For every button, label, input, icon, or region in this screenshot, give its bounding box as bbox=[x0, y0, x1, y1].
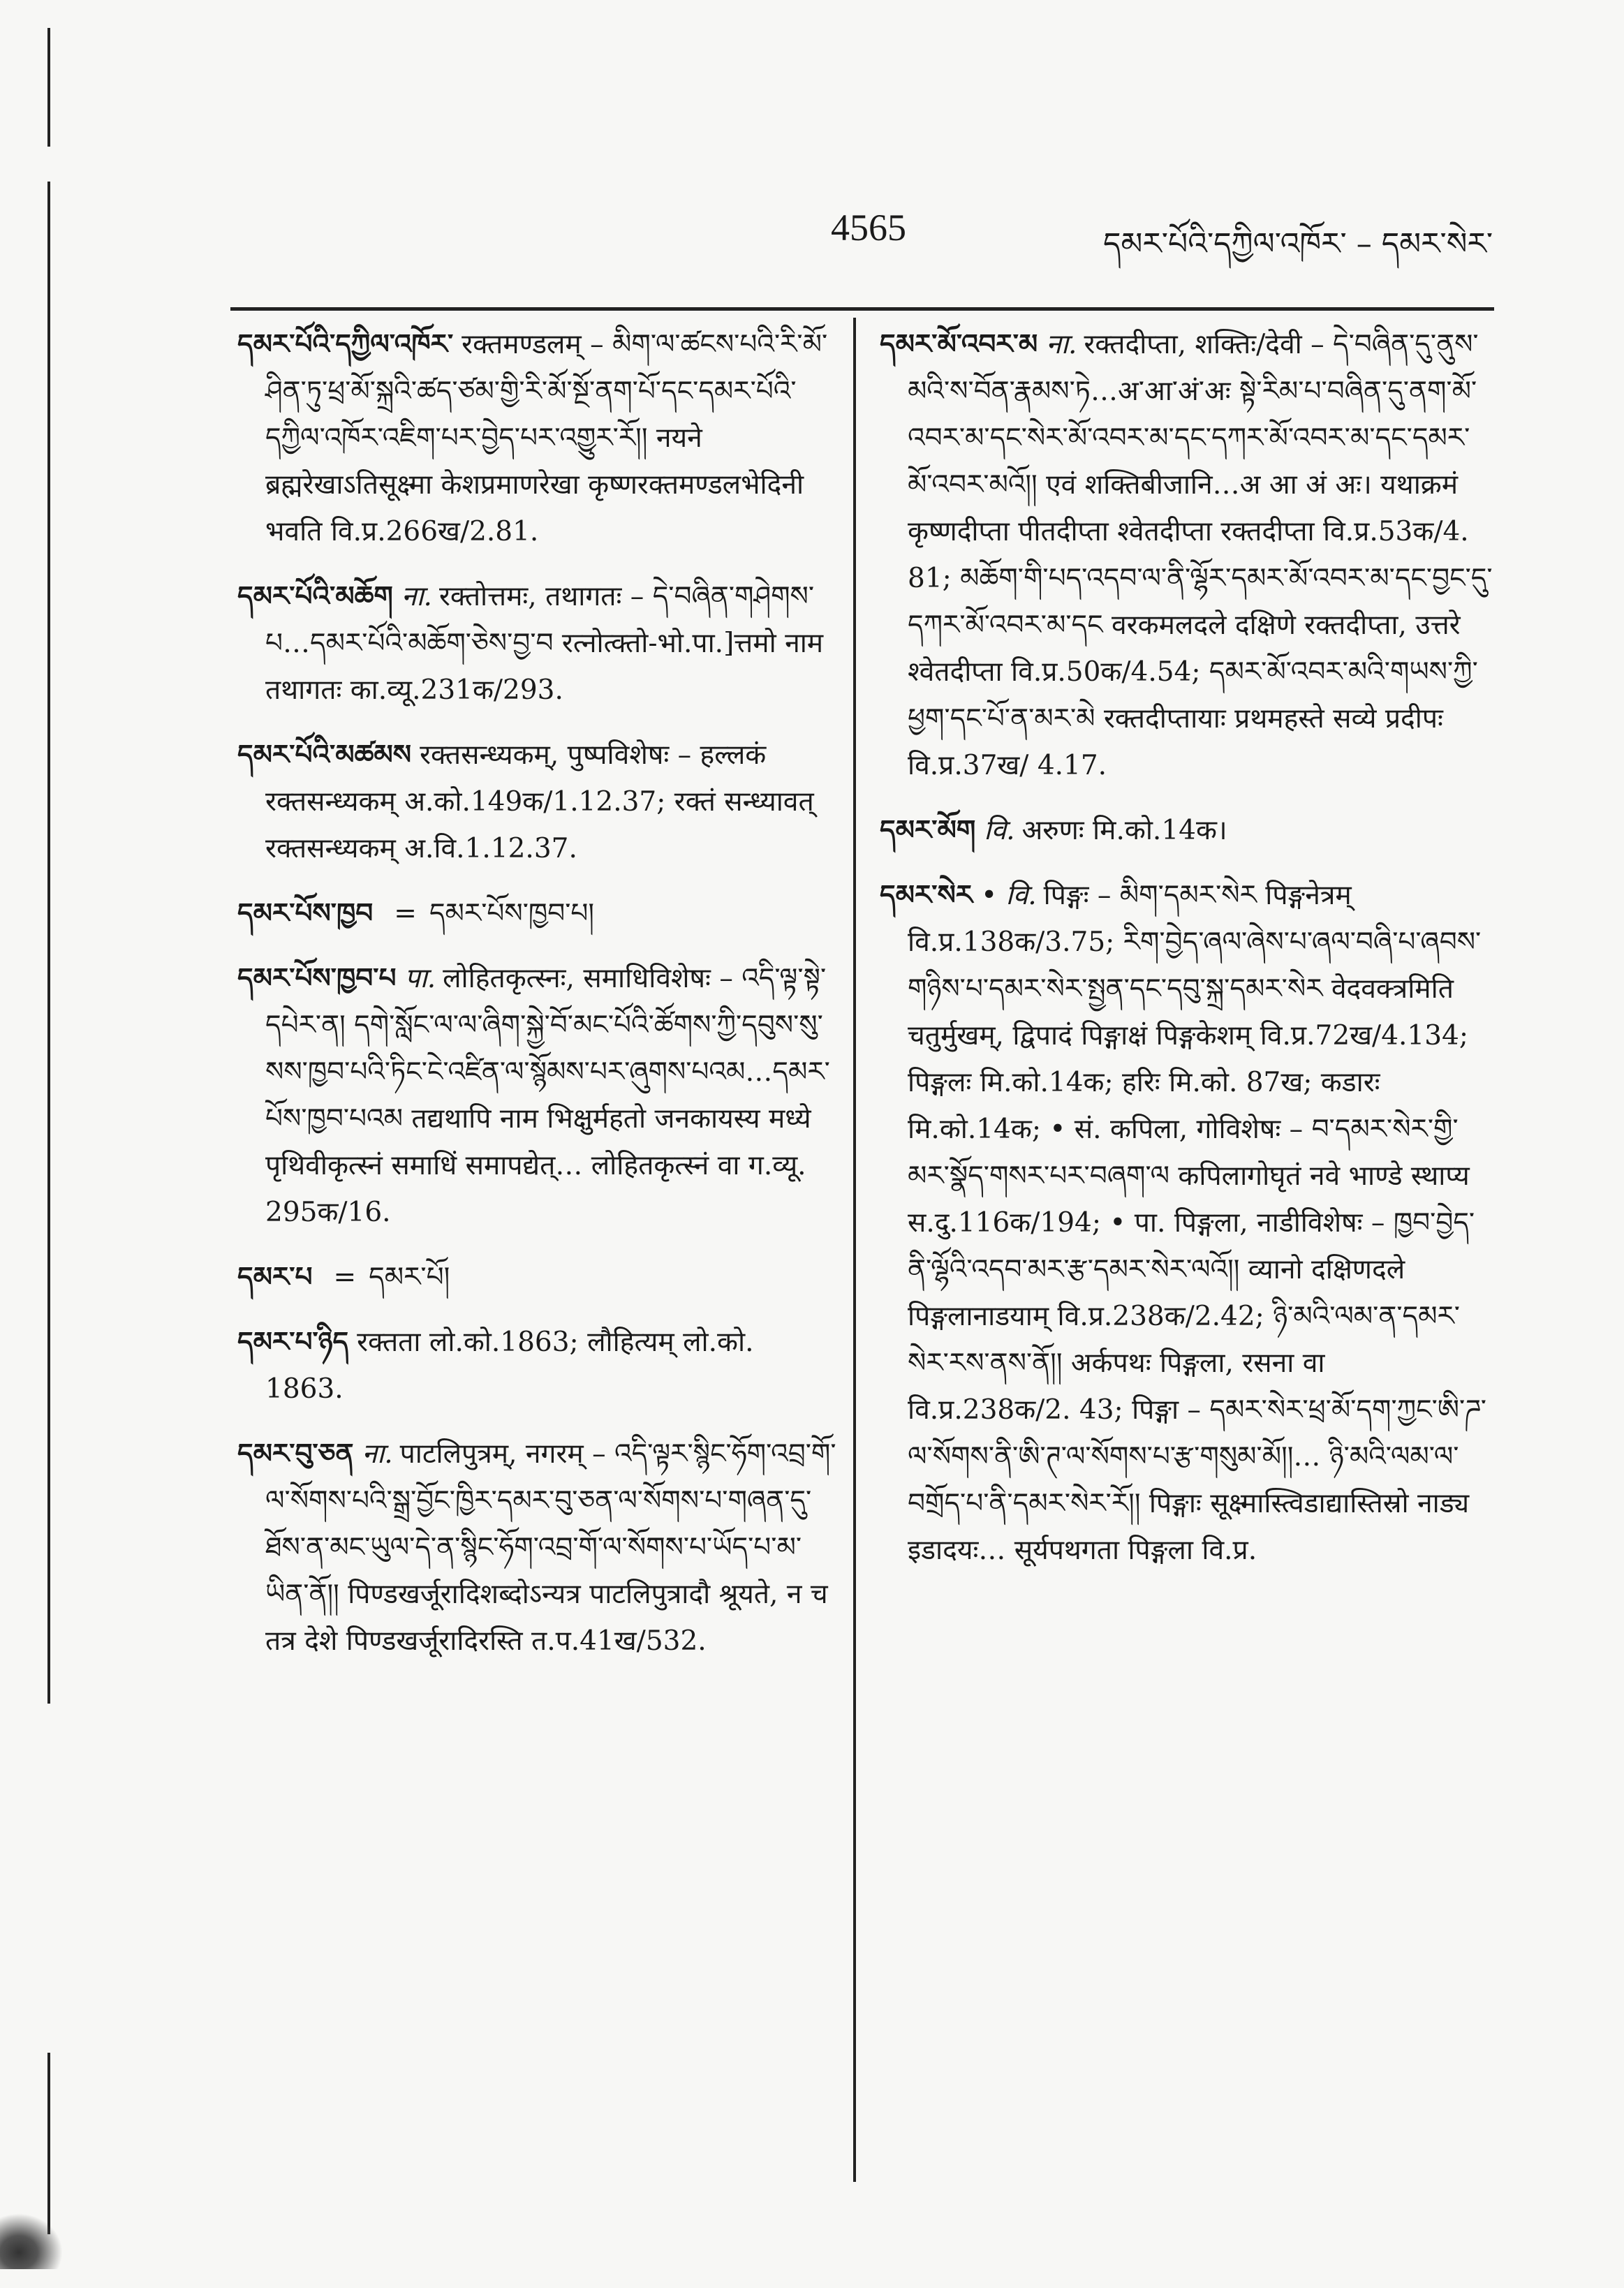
entry-grammar-label: ना. bbox=[362, 1438, 393, 1470]
dictionary-entry bbox=[880, 807, 1494, 854]
page-number: 4565 bbox=[831, 207, 906, 249]
entry-definition: अरुणः मि.को.14क। bbox=[1021, 815, 1227, 846]
entry-headword: དམར་སེར bbox=[880, 879, 973, 911]
entry-headword: དམར་པ bbox=[237, 1261, 313, 1293]
entry-grammar-label: वि. bbox=[984, 815, 1015, 846]
entry-headword: དམར་པོས་ཁྱབ bbox=[237, 897, 374, 929]
dictionary-entry bbox=[237, 955, 838, 1236]
entry-definition: रक्तसन्ध्यकम्, पुष्पविशेषः – हल्लकं रक्तसन्ध्यकम् अ.को.149क/1.12.37; रक्तं सन्ध्यावत् रक्तसन्ध्यकम् अ.वि.1.12.37. bbox=[265, 739, 814, 864]
dictionary-entry bbox=[237, 321, 838, 555]
entry-definition: पिङ्गः – མིག་དམར་སེར पिङ्गनेत्रम् वि.प्र.138क/3.75; རིག་བྱེད་ཞལ་ཞེས་པ་ཞལ་བཞི་པ་ཞབས་གཉིས་པ་དམར་སེར་སྤྱན་དང་དབུ་སྐྲ་དམར་སེར वेदवक्त्रमिति चतुर्मुखम्, द्विपादं पिङ्गाक्षं पिङ्गकेशम् वि.प्र.72ख/4.134; पिङ्गलः मि.को.14क; हरिः मि.को. 87ख; कडारः मि.को.14क; • सं. कपिला, गोविशेषः – བ་དམར་སེར་གྱི་མར་སྣོད་གསར་པར་བཞག་ལ कपिलागोघृतं नवे भाण्डे स्थाप्य स.दु.116क/194; • पा. पिङ्गला, नाडीविशेषः – ཁྱབ་བྱེད་ནི་ལྷོའི་འདབ་མར་རྩ་དམར་སེར་ལའོ།། व्यानो दक्षिणदले पिङ्गलानाडयाम् वि.प्र.238क/2.42; ཉི་མའི་ལམ་ན་དམར་སེར་རས་ནས་ནོ།། अर्कपथः पिङ्गला, रसना वा वि.प्र.238क/2. 43; पिङ्गा – དམར་སེར་ཕྲ་མོ་དག་ཀྱང་ཨི་ཌ་ལ་སོགས་ནི་ཨི་ཊ་ལ་སོགས་པ་རྩ་གསུམ་མོ།།… ཉི་མའི་ལམ་ལ་བགྲོད་པ་ནི་དམར་སེར་རོ།། पिङ्गाः सूक्ष्मास्त्विडाद्यास्तिस्रो नाड्य इडादयः… सूर्यपथगता पिङ्गला वि.प्र. bbox=[908, 880, 1486, 1566]
entry-headword: དམར་བུ་ཅན bbox=[237, 1438, 354, 1470]
entry-definition: रक्तमण्डलम् – མིག་ལ་ཚངས་པའི་རི་མོ་ཤིན་ཏུ་ཕྲ་མོ་སྐྲའི་ཚད་ཙམ་གྱི་རི་མོ་སྔོ་ནག་པོ་དང་དམར་པོའི་དཀྱིལ་འཁོར་འཇིག་པར་བྱེད་པར་འགྱུར་རོ།། नयने ब्रह्मरेखाऽतिसूक्ष्मा केशप्रमाणरेखा कृष्णरक्तमण्डलभेदिनी भवति वि.प्र.266ख/2.81. bbox=[265, 329, 828, 547]
entry-grammar-label: • वि. bbox=[981, 880, 1037, 911]
dictionary-entry bbox=[880, 321, 1494, 789]
binding-margin-line-mid bbox=[47, 182, 50, 1704]
dictionary-entry bbox=[237, 1254, 838, 1301]
scan-smudge bbox=[0, 2213, 63, 2269]
dictionary-entry bbox=[237, 732, 838, 872]
entry-headword: དམར་པོའི་མཆོག bbox=[237, 580, 393, 612]
entry-headword: དམར་པོའི་མཚམས bbox=[237, 739, 412, 771]
entry-headword: དམར་མོ་འབར་མ bbox=[880, 328, 1038, 360]
entry-headword: དམར་མོག bbox=[880, 814, 976, 846]
entry-definition: पाटलिपुत्रम्, नगरम् – འདི་ལྟར་སྙིང་ཧོག་འབྲ་གོ་ལ་སོགས་པའི་སྒྲ་བྱོང་ཁྱིར་དམར་བུ་ཅན་ལ་སོགས་པ་གཞན་དུ་ཐོས་ན་མང་ཡུལ་དེ་ན་སྙིང་ཧོག་འབྲ་གོ་ལ་སོགས་པ་ཡོད་པ་མ་ཡིན་ནོ།། पिण्डखर्जूरादिशब्दोऽन्यत्र पाटलिपुत्रादौ श्रूयते, न च तत्र देशे पिण्डखर्जूरादिरस्ति त.प.41ख/532. bbox=[265, 1438, 836, 1657]
entry-definition: དམར་པོས་ཁྱབ་པ། bbox=[429, 898, 595, 929]
entry-headword: དམར་པོས་ཁྱབ་པ bbox=[237, 962, 397, 994]
entry-equals-sign: = bbox=[394, 898, 417, 929]
entry-headword: དམར་པ་ཉིད bbox=[237, 1326, 349, 1358]
entry-definition: དམར་པོ། bbox=[369, 1262, 450, 1293]
entry-grammar-label: पा. bbox=[404, 963, 436, 994]
entry-definition: रक्तदीप्ता, शक्तिः/देवी – དེ་བཞིན་དུ་ནུས་མའི་ས་བོན་རྣམས་ཏེ…अ་आ་अं་अः སྟེ་རིམ་པ་བཞིན་དུ་ནག་མོ་འབར་མ་དང་སེར་མོ་འབར་མ་དང་དཀར་མོ་འབར་མ་དང་དམར་མོ་འབར་མའོ།། एवं शक्तिबीजानि…अ आ अं अः। यथाक्रमं कृष्णदीप्ता पीतदीप्ता श्वेतदीप्ता रक्तदीप्ता वि.प्र.53क/4. 81; མཆོག་གི་པད་འདབ་ལ་ནི་ལྷོར་དམར་མོ་འབར་མ་དང་བྱང་དུ་དཀར་མོ་འབར་མ་དང वरकमलदले दक्षिणे रक्तदीप्ता, उत्तरे श्वेतदीप्ता वि.प्र.50क/4.54; དམར་མོ་འབར་མའི་གཡས་ཀྱི་ཕྱག་དང་པོ་ན་མར་མེ रक्तदीप्तायाः प्रथमहस्ते सव्ये प्रदीपः वि.प्र.37ख/ 4.17. bbox=[908, 329, 1493, 781]
entry-headword: དམར་པོའི་དཀྱིལ་འཁོར་ bbox=[237, 328, 454, 360]
entry-definition: रक्तोत्तमः, तथागतः – དེ་བཞིན་གཤེགས་པ…དམར་པོའི་མཆོག་ཅེས་བྱ་བ रत्नोत्क्तो-भो.पा.]त्तमो नाम तथागतः का.व्यू.231क/293. bbox=[265, 581, 824, 706]
entry-grammar-label: ना. bbox=[401, 581, 432, 612]
running-head: དམར་པོའི་དཀྱིལ་འཁོར་ – དམར་སེར་ bbox=[1103, 226, 1493, 262]
left-column bbox=[237, 321, 838, 1683]
binding-margin-line-top bbox=[47, 28, 50, 147]
entry-definition: रक्तता लो.को.1863; लौहित्यम् लो.को. 1863. bbox=[265, 1327, 754, 1405]
dictionary-entry bbox=[237, 573, 838, 714]
entry-equals-sign: = bbox=[333, 1262, 357, 1293]
header-rule bbox=[230, 307, 1494, 311]
right-column bbox=[880, 321, 1494, 1592]
binding-margin-line-bottom bbox=[47, 2053, 50, 2234]
entry-definition: लोहितकृत्स्नः, समाधिविशेषः – འདི་ལྟ་སྟེ་དཔེར་ན། དགེ་སློང་ལ་ལ་ཞིག་སྐྱེ་བོ་མང་པོའི་ཚོགས་ཀྱི་དབུས་སུ་སས་ཁྱབ་པའི་ཏིང་ངེ་འཛིན་ལ་སྙོམས་པར་ཞུགས་པའམ…དམར་པོས་ཁྱབ་པའམ तद्यथापि नाम भिक्षुर्महतो जनकायस्य मध्ये पृथिवीकृत्स्नं समाधिं समापद्येत्… लोहितकृत्स्नं वा ग.व्यू. 295क/16. bbox=[265, 963, 830, 1228]
dictionary-entry bbox=[880, 872, 1494, 1574]
entry-grammar-label: ना. bbox=[1046, 329, 1077, 360]
dictionary-entry bbox=[237, 1319, 838, 1412]
column-divider bbox=[853, 318, 856, 2182]
dictionary-entry bbox=[237, 1431, 838, 1665]
dictionary-entry bbox=[237, 890, 838, 937]
